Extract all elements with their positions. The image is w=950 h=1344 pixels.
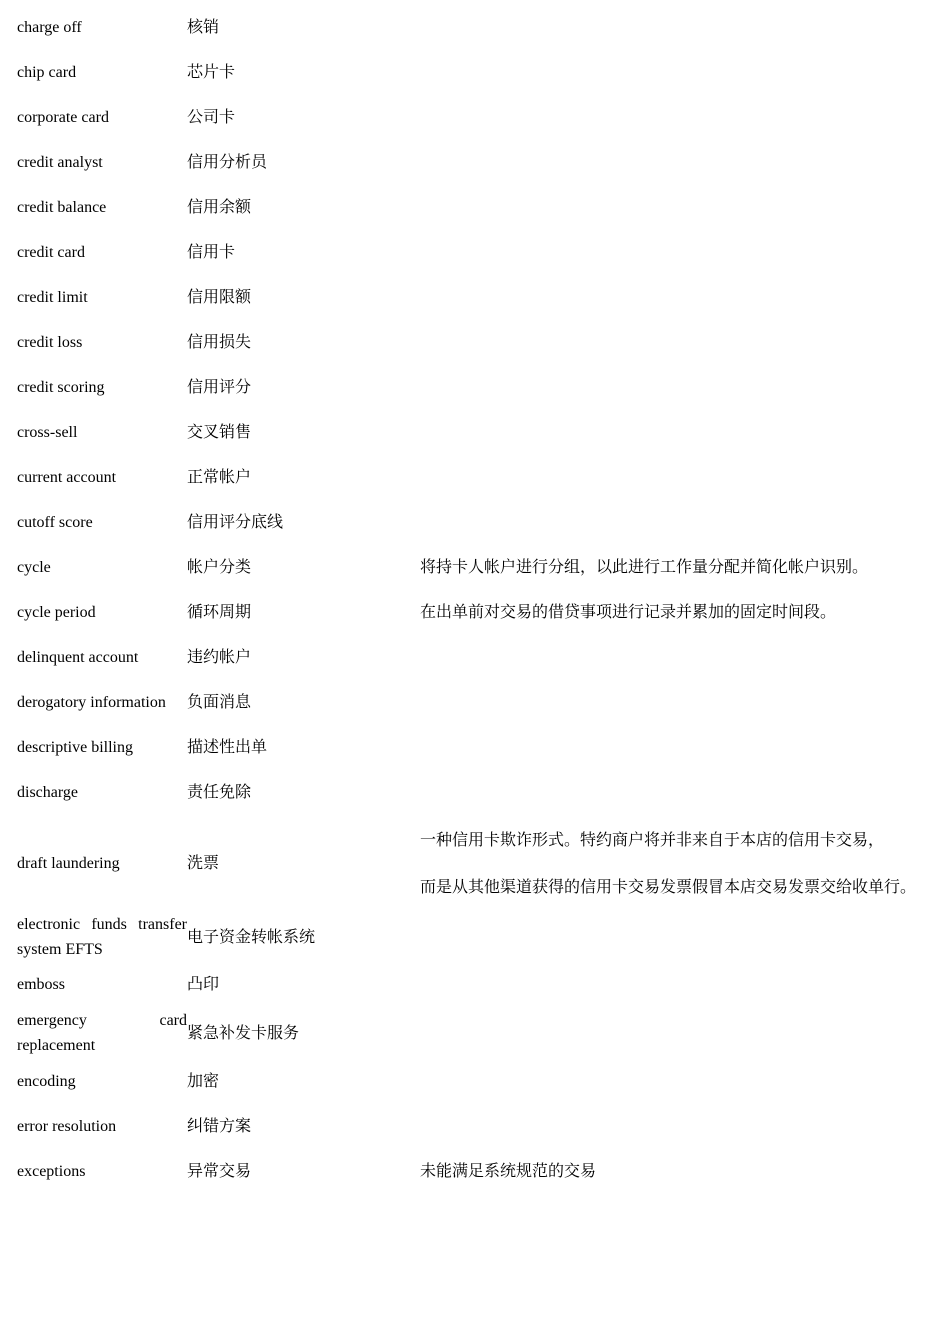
term-english: cycle: [17, 559, 51, 576]
glossary-row: [17, 1007, 929, 1059]
term-chinese: 帐户分类: [187, 559, 252, 576]
glossary-row: [17, 320, 929, 365]
term-chinese: 信用分析员: [187, 154, 268, 171]
term-english: credit scoring: [17, 379, 105, 396]
glossary-row: [17, 455, 929, 500]
term-note: [420, 555, 920, 580]
term-note: [420, 828, 920, 900]
term-english: delinquent account: [17, 649, 139, 666]
note-paragraph: 将持卡人帐户进行分组，以此进行工作量分配并简化帐户识别。: [420, 559, 869, 576]
glossary-table: [17, 5, 929, 1194]
term-chinese: 公司卡: [187, 109, 236, 126]
term-english: current account: [17, 469, 117, 486]
term-english: draft laundering: [17, 855, 120, 872]
term-chinese: 信用余额: [187, 199, 252, 216]
term-chinese: 违约帐户: [187, 649, 252, 666]
term-chinese: 洗票: [187, 855, 220, 872]
term-english: cutoff score: [17, 514, 93, 531]
term-english: credit balance: [17, 199, 107, 216]
term-note: [420, 1159, 920, 1184]
glossary-row: [17, 680, 929, 725]
note-paragraph: 未能满足系统规范的交易: [420, 1163, 597, 1180]
note-paragraph: 而是从其他渠道获得的信用卡交易发票假冒本店交易发票交给收单行。: [420, 878, 917, 896]
term-english: credit analyst: [17, 154, 103, 171]
glossary-row: [17, 1059, 929, 1104]
term-note: [420, 600, 920, 625]
term-chinese: 负面消息: [187, 694, 252, 711]
term-english: electronic funds transfer system EFTS: [17, 916, 187, 958]
term-chinese: 信用评分: [187, 379, 252, 396]
glossary-row: [17, 962, 929, 1007]
term-english: emergency card replacement: [17, 1012, 187, 1054]
term-english: credit limit: [17, 289, 88, 306]
glossary-row: [17, 500, 929, 545]
glossary-row: [17, 912, 929, 962]
term-chinese: 循环周期: [187, 604, 252, 621]
term-english: exceptions: [17, 1163, 86, 1180]
term-chinese: 信用限额: [187, 289, 252, 306]
glossary-row: [17, 770, 929, 815]
term-chinese: 核销: [187, 19, 220, 36]
term-english: derogatory information: [17, 694, 166, 711]
term-chinese: 异常交易: [187, 1163, 252, 1180]
glossary-row: [17, 725, 929, 770]
term-chinese: 描述性出单: [187, 739, 268, 756]
term-english: chip card: [17, 64, 77, 81]
glossary-row: [17, 140, 929, 185]
term-english: cycle period: [17, 604, 96, 621]
glossary-row: [17, 365, 929, 410]
term-english: charge off: [17, 19, 82, 36]
term-english: emboss: [17, 976, 65, 993]
term-chinese: 凸印: [187, 976, 220, 993]
term-chinese: 加密: [187, 1073, 220, 1090]
term-english: credit card: [17, 244, 85, 261]
glossary-row: [17, 275, 929, 320]
term-chinese: 责任免除: [187, 784, 252, 801]
glossary-row: [17, 635, 929, 680]
glossary-row: [17, 185, 929, 230]
term-english: descriptive billing: [17, 739, 133, 756]
glossary-row: [17, 1149, 929, 1194]
term-english: credit loss: [17, 334, 83, 351]
glossary-row: [17, 590, 929, 635]
glossary-row: [17, 95, 929, 140]
term-chinese: 交叉销售: [187, 424, 252, 441]
term-chinese: 纠错方案: [187, 1118, 252, 1135]
glossary-row: [17, 50, 929, 95]
term-english: discharge: [17, 784, 79, 801]
term-english: cross-sell: [17, 424, 78, 441]
term-chinese: 电子资金转帐系统: [187, 928, 316, 946]
term-english: encoding: [17, 1073, 76, 1090]
term-chinese: 信用损失: [187, 334, 252, 351]
term-chinese: 正常帐户: [187, 469, 252, 486]
glossary-row: [17, 5, 929, 50]
glossary-row: [17, 815, 929, 912]
glossary-row: [17, 410, 929, 455]
term-chinese: 信用卡: [187, 244, 236, 261]
note-paragraph: 在出单前对交易的借贷事项进行记录并累加的固定时间段。: [420, 604, 837, 621]
note-paragraph: 一种信用卡欺诈形式。特约商户将并非来自于本店的信用卡交易，: [420, 831, 885, 849]
glossary-row: [17, 230, 929, 275]
term-chinese: 紧急补发卡服务: [187, 1024, 300, 1042]
term-english: error resolution: [17, 1118, 117, 1135]
term-chinese: 芯片卡: [187, 64, 236, 81]
term-english: corporate card: [17, 109, 109, 126]
glossary-row: [17, 1104, 929, 1149]
glossary-row: [17, 545, 929, 590]
term-chinese: 信用评分底线: [187, 514, 284, 531]
